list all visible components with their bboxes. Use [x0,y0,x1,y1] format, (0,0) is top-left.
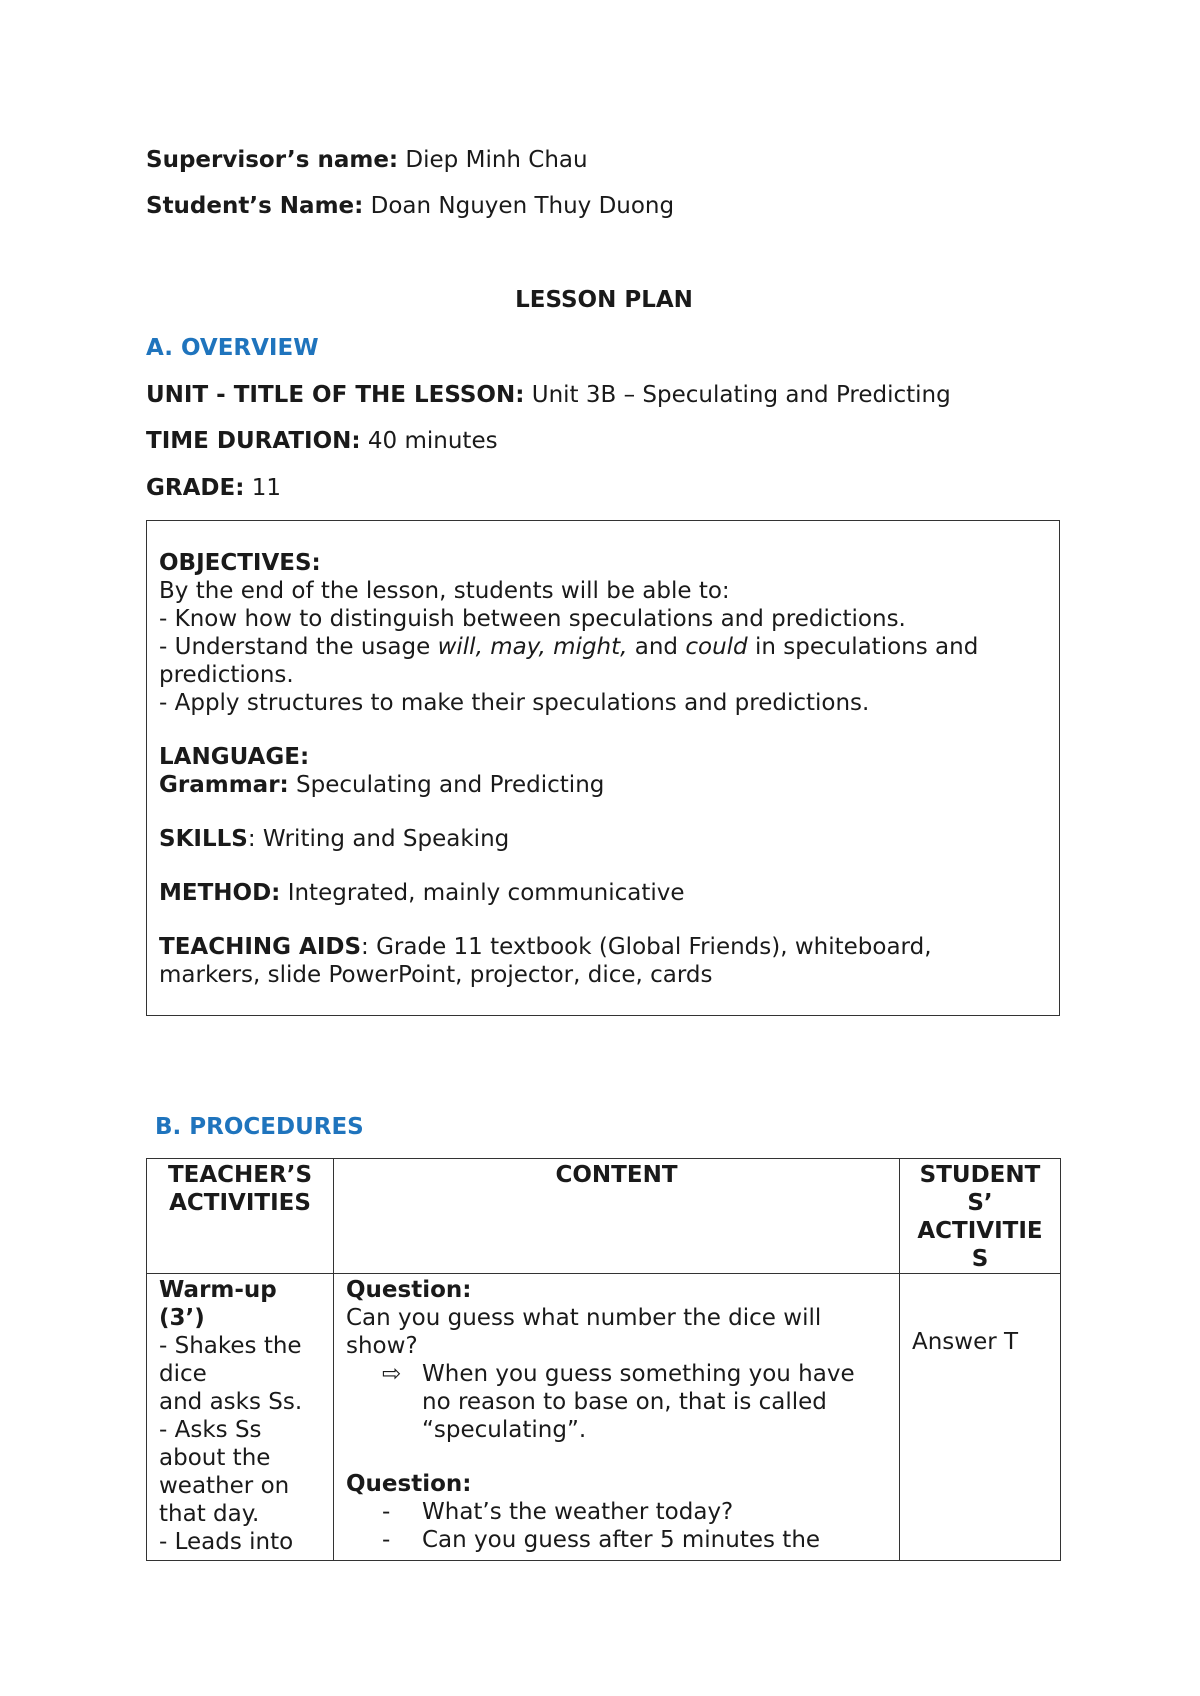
teacher-line: that day. [159,1501,260,1527]
student-activities-cell [900,1274,1061,1561]
arrow-icon: ⇨ [382,1361,402,1387]
grade-value: 11 [244,475,281,501]
time-label: TIME DURATION: [146,428,361,454]
objective-item-1: - Know how to distinguish between speculations and predictions. [159,606,906,632]
skills-value: : Writing and Speaking [247,826,510,852]
supervisor-label: Supervisor’s name: [146,147,399,173]
procedures-heading: B. PROCEDURES [155,1114,364,1140]
supervisor-value: Diep Minh Chau [398,147,588,173]
table-row [147,1274,1061,1561]
teacher-line: - Asks Ss [159,1417,262,1443]
objective-item-2-cont: predictions. [159,662,294,688]
header-students-activities [900,1159,1061,1274]
unit-value: Unit 3B – Speculating and Predicting [524,382,951,408]
time-line [146,427,498,455]
modal-verbs-text: will, may, might, [437,634,628,660]
table-header-row [147,1159,1061,1274]
list-item [346,1526,887,1554]
objective-item-2-text: - Understand the usage [159,634,438,660]
skills-line [159,825,1047,853]
aids-label: TEACHING AIDS [159,934,362,960]
overview-heading: A. OVERVIEW [146,335,319,361]
header-col3-line4: S [971,1246,989,1272]
teacher-line: about the [159,1445,271,1471]
aids-line-2: markers, slide PowerPoint, projector, dice, cards [159,962,713,988]
student-line [146,192,674,220]
method-line [159,879,1047,907]
teacher-line: - Leads into [159,1529,294,1555]
question-text: show? [346,1333,418,1359]
teacher-line: weather on [159,1473,290,1499]
student-activity-text: Answer T [912,1329,1019,1355]
teacher-line: and asks Ss. [159,1389,303,1415]
grammar-line [159,771,1047,799]
objective-item-2-and: and [627,634,686,660]
page-title: LESSON PLAN [515,287,693,313]
teacher-line: - Shakes the [159,1333,302,1359]
list-item [346,1498,887,1526]
answer-text: “speculating”. [422,1417,587,1443]
objective-item-2 [159,633,1047,661]
method-label: METHOD: [159,880,281,906]
grade-label: GRADE: [146,475,245,501]
language-label: LANGUAGE: [159,744,310,770]
objective-item-3: - Apply structures to make their speculations and predictions. [159,690,870,716]
list-item-text: What’s the weather today? [422,1499,734,1525]
modal-could-text: could [685,634,748,660]
grade-line [146,474,281,502]
stage-label: Warm-up [159,1277,277,1303]
header-col2: CONTENT [555,1162,678,1188]
grammar-value: Speculating and Predicting [288,772,605,798]
method-value: Integrated, mainly communicative [280,880,685,906]
teacher-activities-cell [147,1274,334,1561]
header-col1-line1: TEACHER’S [167,1162,313,1188]
objectives-label: OBJECTIVES: [159,550,321,576]
answer-text: no reason to base on, that is called [422,1389,827,1415]
procedures-table [146,1158,1061,1561]
dash-marker: - [382,1499,391,1525]
student-value: Doan Nguyen Thuy Duong [363,193,675,219]
student-label: Student’s Name: [146,193,364,219]
header-col3-line2: S’ [967,1190,993,1216]
header-col3-line3: ACTIVITIE [917,1218,1043,1244]
arrow-item [346,1360,887,1444]
header-teacher-activities [147,1159,334,1274]
question-label: Question: [346,1471,472,1497]
grammar-label: Grammar: [159,772,289,798]
content-cell [334,1274,900,1561]
objectives-box [146,520,1060,1016]
list-item-text: Can you guess after 5 minutes the [422,1527,821,1553]
stage-duration: (3’) [159,1305,205,1331]
header-content [334,1159,900,1274]
question-label: Question: [346,1277,472,1303]
objective-item-2-rest: in speculations and [747,634,979,660]
unit-line [146,381,951,409]
header-col3-line1: STUDENT [919,1162,1041,1188]
question-text: Can you guess what number the dice will [346,1305,822,1331]
aids-line [159,933,1047,961]
unit-label: UNIT - TITLE OF THE LESSON: [146,382,525,408]
answer-text: When you guess something you have [422,1361,855,1387]
skills-label: SKILLS [159,826,248,852]
time-value: 40 minutes [360,428,498,454]
header-col1-line2: ACTIVITIES [169,1190,311,1216]
aids-value: : Grade 11 textbook (Global Friends), whiteboard, [361,934,932,960]
dash-marker: - [382,1527,391,1553]
supervisor-line [146,146,588,174]
objectives-intro: By the end of the lesson, students will be able to: [159,578,730,604]
teacher-line: dice [159,1361,207,1387]
